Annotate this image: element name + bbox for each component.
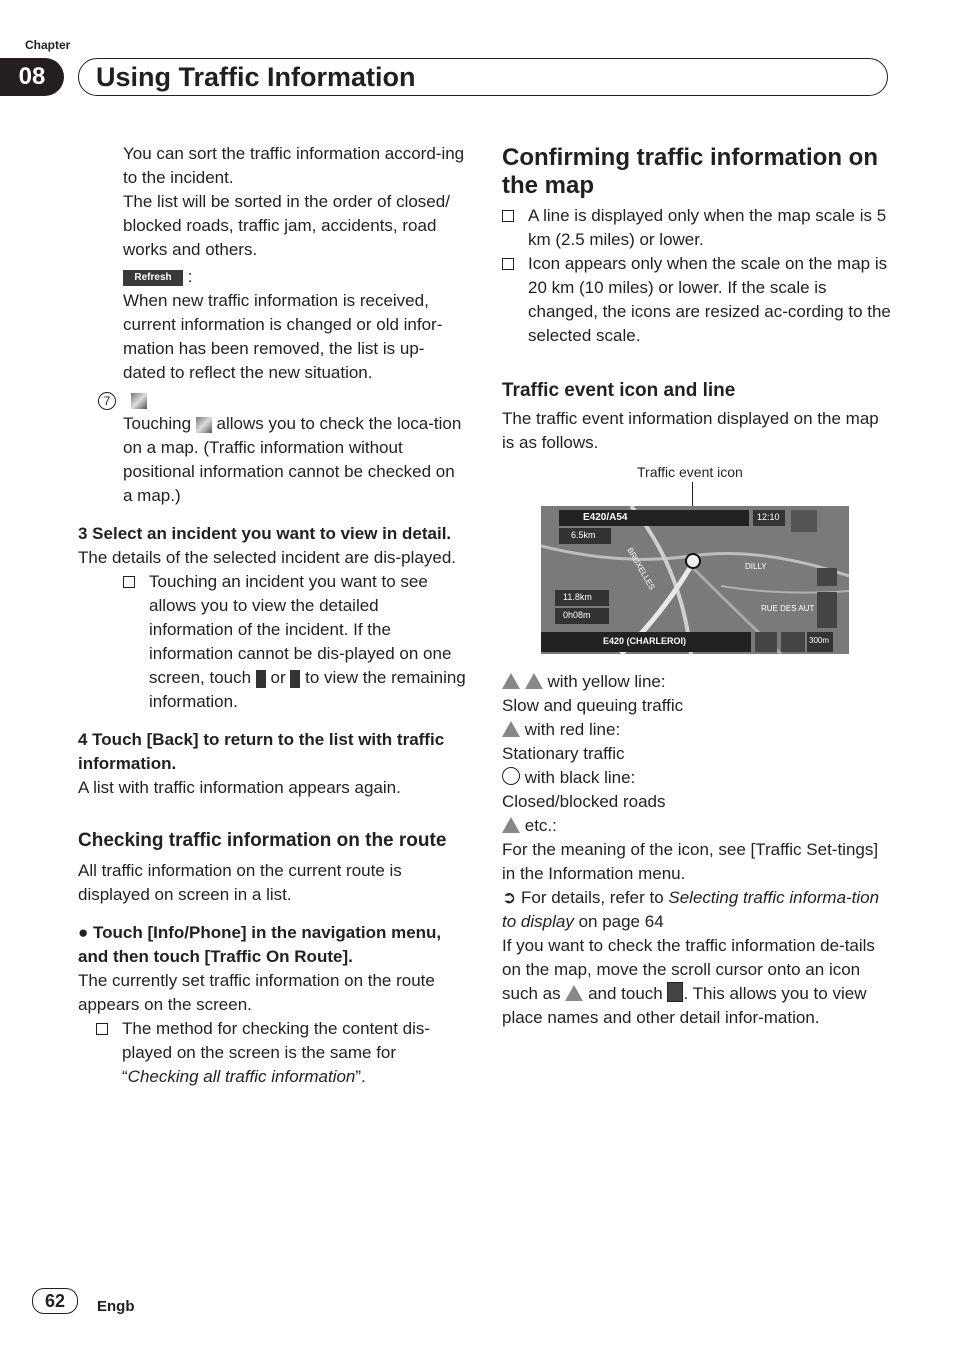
language-code: Engb xyxy=(97,1298,135,1315)
traffic-event-marker xyxy=(686,554,700,568)
chapter-label: Chapter xyxy=(25,38,71,52)
black-line-desc: Closed/blocked roads xyxy=(502,792,666,811)
final-text: If you want to check the traffic information de-tails on the map, move the scroll cursor onto an icon such as and touch . This allows you to view place names and other detail infor-mation. xyxy=(502,936,875,1027)
map-road-bottom: E420 (CHARLEROI) xyxy=(603,636,687,646)
map-view-icon xyxy=(131,393,147,409)
navigation-map-screenshot xyxy=(541,506,849,654)
detail-info-icon xyxy=(667,982,683,1002)
map-view-icon-inline xyxy=(196,417,212,433)
refresh-colon: : xyxy=(187,267,193,286)
meaning-text: For the meaning of the icon, see [Traffic Set-tings] in the Information menu. xyxy=(502,840,879,883)
step-3-heading: 3 Select an incident you want to view in detail. xyxy=(78,524,452,543)
etc-row: etc.: xyxy=(502,814,894,838)
map-road-top: E420/A54 xyxy=(583,512,628,523)
sort-text: You can sort the traffic information accord-ing to the incident. xyxy=(123,144,465,187)
route-heading: Checking traffic information on the route xyxy=(78,830,447,851)
figure-caption: Traffic event icon xyxy=(637,464,743,480)
route-note: The method for checking the content dis-played on the screen is the same for “Checking all traffic information”. xyxy=(96,1017,466,1089)
closed-road-icon xyxy=(502,767,520,785)
other-event-icon xyxy=(502,817,520,833)
event-heading: Traffic event icon and line xyxy=(502,380,736,401)
refresh-line xyxy=(123,265,466,289)
yellow-line-desc: Slow and queuing traffic xyxy=(502,696,684,715)
reference-text: ➲ For details, refer to Selecting traffic informa-tion to display on page 64 xyxy=(502,888,880,931)
map-scale: 300m xyxy=(809,636,830,645)
route-step-heading: ● Touch [Info/Phone] in the navigation menu, and then touch [Traffic On Route]. xyxy=(78,923,442,966)
chapter-number: 08 xyxy=(0,58,64,96)
scroll-up-icon xyxy=(290,670,300,688)
note-checkbox-icon xyxy=(123,576,135,588)
confirm-note-2: Icon appears only when the scale on the map is 20 km (10 miles) or lower. If the scale is changed, the icons are resized ac-cording to the selected scale. xyxy=(502,252,892,348)
item-7-number: 7 xyxy=(98,392,116,410)
map-time-top: 12:10 xyxy=(757,512,780,522)
map-place-bruxelles: BRUXELLES xyxy=(625,546,657,592)
red-line-desc: Stationary traffic xyxy=(502,744,625,763)
slow-traffic-icon xyxy=(502,673,520,689)
event-icon-inline xyxy=(565,985,583,1001)
map-distance-top: 6.5km xyxy=(571,530,596,540)
note-checkbox-icon xyxy=(502,210,514,222)
stationary-traffic-icon xyxy=(502,721,520,737)
step-4-heading: 4 Touch [Back] to return to the list with traffic information. xyxy=(78,730,445,773)
red-line-row: with red line: xyxy=(502,718,894,742)
step-4-body: A list with traffic information appears again. xyxy=(78,778,401,797)
reference-arrow-icon: ➲ xyxy=(502,888,517,907)
item-7 xyxy=(103,388,466,412)
route-step-body: The currently set traffic information on the route appears on the screen. xyxy=(78,971,435,1014)
left-column xyxy=(78,142,466,1089)
sort-order-text: The list will be sorted in the order of closed/ blocked roads, traffic jam, accidents, road works and others. xyxy=(123,192,450,259)
yellow-line-row: with yellow line: xyxy=(502,670,894,694)
confirm-note-1: A line is displayed only when the map scale is 5 km (2.5 miles) or lower. xyxy=(502,204,892,252)
map-place-dilly: DILLY xyxy=(745,562,767,571)
right-column-lower xyxy=(502,670,894,1030)
page-number: 62 xyxy=(32,1288,78,1314)
refresh-button-icon: Refresh xyxy=(123,270,183,286)
route-body: All traffic information on the current route is displayed on screen in a list. xyxy=(78,861,402,904)
confirm-heading: Confirming traffic information on the map xyxy=(502,144,878,199)
refresh-text: When new traffic information is received, current information is changed or old infor-mation has been removed, the list is up-dated to reflect the new situation. xyxy=(123,291,443,382)
right-column xyxy=(502,144,892,455)
map-graphic xyxy=(541,506,849,654)
map-distance-mid: 11.8km xyxy=(563,592,592,602)
step-3-body: The details of the selected incident are dis-played. xyxy=(78,548,457,567)
step-3-note: Touching an incident you want to see allows you to view the detailed information of the incident. If the information cannot be dis-played on one screen, touch or to view the remaining information. xyxy=(123,570,466,714)
page-title: Using Traffic Information xyxy=(96,62,416,92)
event-body: The traffic event information displayed on the map is as follows. xyxy=(502,409,879,452)
note-checkbox-icon xyxy=(96,1023,108,1035)
map-view-text: Touching allows you to check the loca-tion on a map. (Traffic information without positional information cannot be checked on a map.) xyxy=(123,414,462,505)
queuing-traffic-icon xyxy=(525,673,543,689)
map-time-mid: 0h08m xyxy=(563,610,591,620)
note-checkbox-icon xyxy=(502,258,514,270)
map-place-rue: RUE DES AUT xyxy=(761,604,815,613)
black-line-row: with black line: xyxy=(502,766,894,790)
scroll-down-icon xyxy=(256,670,266,688)
